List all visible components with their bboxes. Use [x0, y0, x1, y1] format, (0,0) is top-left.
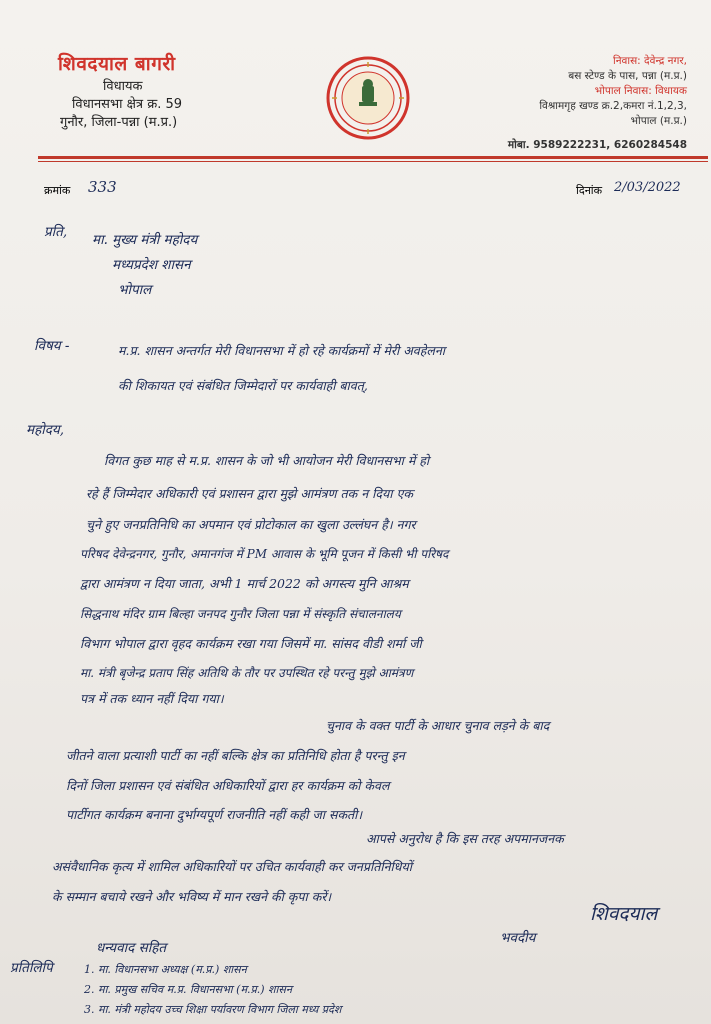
body-line: पार्टीगत कार्यक्रम बनाना दुर्भाग्यपूर्ण राजनीति नहीं कही जा सकती।: [66, 807, 363, 822]
body-line: दिनों जिला प्रशासन एवं संबंधित अधिकारियों द्वारा हर कार्यक्रम को केवल: [66, 778, 390, 793]
subject-line-1: म.प्र. शासन अन्तर्गत मेरी विधानसभा में हो रहे कार्यक्रमों में मेरी अवहेलना: [118, 343, 445, 358]
body-line: सिद्धनाथ मंदिर ग्राम बिल्हा जनपद गुनौर जिला पन्ना में संस्कृति संचालनालय: [80, 607, 401, 621]
to-line-2: मध्यप्रदेश शासन: [112, 257, 191, 273]
closing: भवदीय: [500, 930, 536, 946]
cc-line: 1. मा. विधानसभा अध्यक्ष (म.प्र.) शासन: [84, 963, 247, 976]
body-line: मा. मंत्री बृजेन्द्र प्रताप सिंह अतिथि के तौर पर उपस्थित रहे परन्तु मुझे आमंत्रण: [80, 666, 414, 680]
subject-line-2: की शिकायत एवं संबंधित जिम्मेदारों पर कार्यवाही बावत्,: [118, 378, 368, 393]
body-line: आपसे अनुरोध है कि इस तरह अपमानजनक: [366, 831, 564, 846]
bhopal-line2: विश्रामगृह खण्ड क्र.2,कमरा नं.1,2,3,: [539, 100, 687, 112]
cc-line: 2. मा. प्रमुख सचिव म.प्र. विधानसभा (म.प्र.) शासन: [84, 983, 292, 996]
ref-label: क्रमांक: [44, 184, 71, 197]
constituency: विधानसभा क्षेत्र क्र. 59: [72, 97, 183, 112]
cc-line: 3. मा. मंत्री महोदय उच्च शिक्षा पर्यावरण विभाग जिला मध्य प्रदेश: [84, 1003, 342, 1016]
subject-label: विषय -: [34, 338, 70, 354]
address-line2: बस स्टेण्ड के पास, पन्ना (म.प्र.): [568, 70, 687, 82]
thanks: धन्यवाद सहित: [96, 940, 167, 956]
body-line: विगत कुछ माह से म.प्र. शासन के जो भी आयोजन मेरी विधानसभा में हो: [104, 453, 430, 468]
salutation: महोदय,: [26, 422, 65, 438]
body-line: विभाग भोपाल द्वारा वृहद कार्यक्रम रखा गया जिसमें मा. सांसद वीडी शर्मा जी: [80, 636, 422, 651]
place: गुनौर, जिला-पन्ना (म.प्र.): [60, 115, 178, 130]
address-line1: निवास: देवेन्द्र नगर,: [612, 55, 687, 67]
signature: शिवदयाल: [590, 903, 658, 925]
body-line: जीतने वाला प्रत्याशी पार्टी का नहीं बल्कि क्षेत्र का प्रतिनिधि होता है परन्तु इन: [66, 748, 405, 763]
header-rule-thin: [38, 161, 708, 162]
to-prefix: प्रति,: [44, 224, 68, 240]
body-line: रहे हैं जिम्मेदार अधिकारी एवं प्रशासन द्वारा मुझे आमंत्रण तक न दिया एक: [86, 486, 413, 501]
bhopal-line3: भोपाल (म.प्र.): [630, 115, 687, 127]
body-line: चुने हुए जनप्रतिनिधि का अपमान एवं प्रोटोकाल का खुला उल्लंघन है। नगर: [86, 517, 416, 532]
mla-name: शिवदयाल बागरी: [58, 53, 176, 75]
ref-number: 333: [88, 178, 117, 196]
mp-assembly-seal-icon: [326, 56, 410, 140]
header-rule: [38, 156, 708, 159]
mobile-numbers: मोबा. 9589222231, 6260284548: [507, 139, 687, 151]
body-line: असंवैधानिक कृत्य में शामिल अधिकारियों पर उचित कार्यवाही कर जनप्रतिनिधियों: [52, 859, 412, 874]
address-block: [539, 54, 687, 129]
body-line: परिषद देवेन्द्रनगर, गुनौर, अमानगंज में PM आवास के भूमि पूजन में किसी भी परिषद: [80, 547, 449, 561]
designation: विधायक: [103, 79, 143, 94]
cc-label: प्रतिलिपि: [10, 960, 53, 976]
body-line: पत्र में तक ध्यान नहीं दिया गया।: [80, 691, 224, 706]
to-line-1: मा. मुख्य मंत्री महोदय: [92, 232, 198, 248]
date-value: 2/03/2022: [614, 180, 681, 195]
body-line: द्वारा आमंत्रण न दिया जाता, अभी 1 मार्च 2022 को अगस्त्य मुनि आश्रम: [80, 576, 409, 591]
body-line: चुनाव के वक्त पार्टी के आधार चुनाव लड़ने के बाद: [326, 718, 550, 733]
body-line: के सम्मान बचाये रखने और भविष्य में मान रखने की कृपा करें।: [52, 889, 332, 904]
to-line-3: भोपाल: [118, 282, 152, 298]
bhopal-label: भोपाल निवास: विधायक: [594, 85, 687, 97]
date-label: दिनांक: [576, 184, 603, 197]
